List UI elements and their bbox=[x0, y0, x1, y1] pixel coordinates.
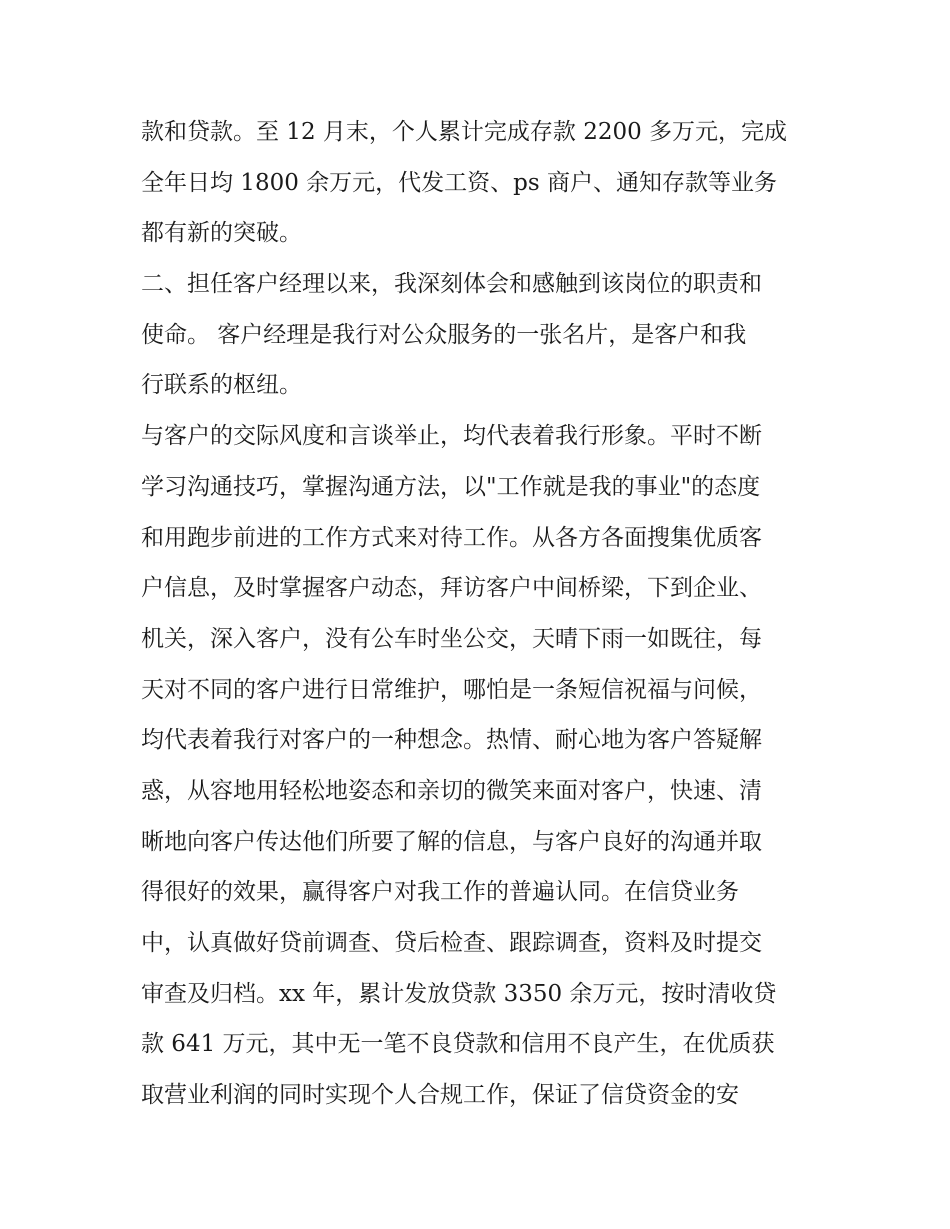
text-line-14: 惑，从容地用轻松地姿态和亲切的微笑来面对客户，快速、清 bbox=[141, 777, 762, 804]
text-line-1: 款和贷款。至 12 月末，个人累计完成存款 2200 多万元，完成 bbox=[141, 119, 788, 145]
text-line-3: 都有新的突破。 bbox=[141, 220, 302, 247]
text-line-16: 得很好的效果，赢得客户对我工作的普遍认同。在信贷业务 bbox=[141, 879, 739, 906]
text-line-2: 全年日均 1800 余万元，代发工资、ps 商户、通知存款等业务 bbox=[141, 169, 777, 196]
text-line-9: 和用跑步前进的工作方式来对待工作。从各方各面搜集优质客 bbox=[141, 524, 762, 551]
text-line-15: 晰地向客户传达他们所要了解的信息，与客户良好的沟通并取 bbox=[141, 828, 762, 855]
text-line-17: 中，认真做好贷前调查、贷后检查、跟踪调查，资料及时提交 bbox=[141, 930, 762, 956]
text-line-19: 款 641 万元，其中无一笔不良贷款和信用不良产生，在优质获 bbox=[141, 1031, 775, 1058]
text-line-13: 均代表着我行对客户的一种想念。热情、耐心地为客户答疑解 bbox=[141, 727, 762, 754]
text-line-11: 机关，深入客户，没有公车时坐公交，天晴下雨一如既往，每 bbox=[141, 625, 762, 652]
text-line-20: 取营业利润的同时实现个人合规工作，保证了信贷资金的安 bbox=[141, 1082, 739, 1109]
text-line-5: 使命。 客户经理是我行对公众服务的一张名片，是客户和我 bbox=[141, 321, 747, 348]
text-line-4: 二、担任客户经理以来，我深刻体会和感触到该岗位的职责和 bbox=[141, 271, 762, 298]
text-line-7: 与客户的交际风度和言谈举止，均代表着我行形象。平时不断 bbox=[141, 423, 762, 450]
text-line-10: 户信息，及时掌握客户动态，拜访客户中间桥梁，下到企业、 bbox=[141, 575, 762, 602]
text-line-18: 审查及归档。xx 年，累计发放贷款 3350 余万元，按时清收贷 bbox=[141, 980, 777, 1007]
text-line-12: 天对不同的客户进行日常维护，哪怕是一条短信祝福与问候， bbox=[141, 676, 762, 703]
text-line-6: 行联系的枢纽。 bbox=[141, 372, 302, 399]
text-line-8: 学习沟通技巧，掌握沟通方法，以"工作就是我的事业"的态度 bbox=[141, 473, 761, 500]
body-text bbox=[141, 107, 821, 1121]
